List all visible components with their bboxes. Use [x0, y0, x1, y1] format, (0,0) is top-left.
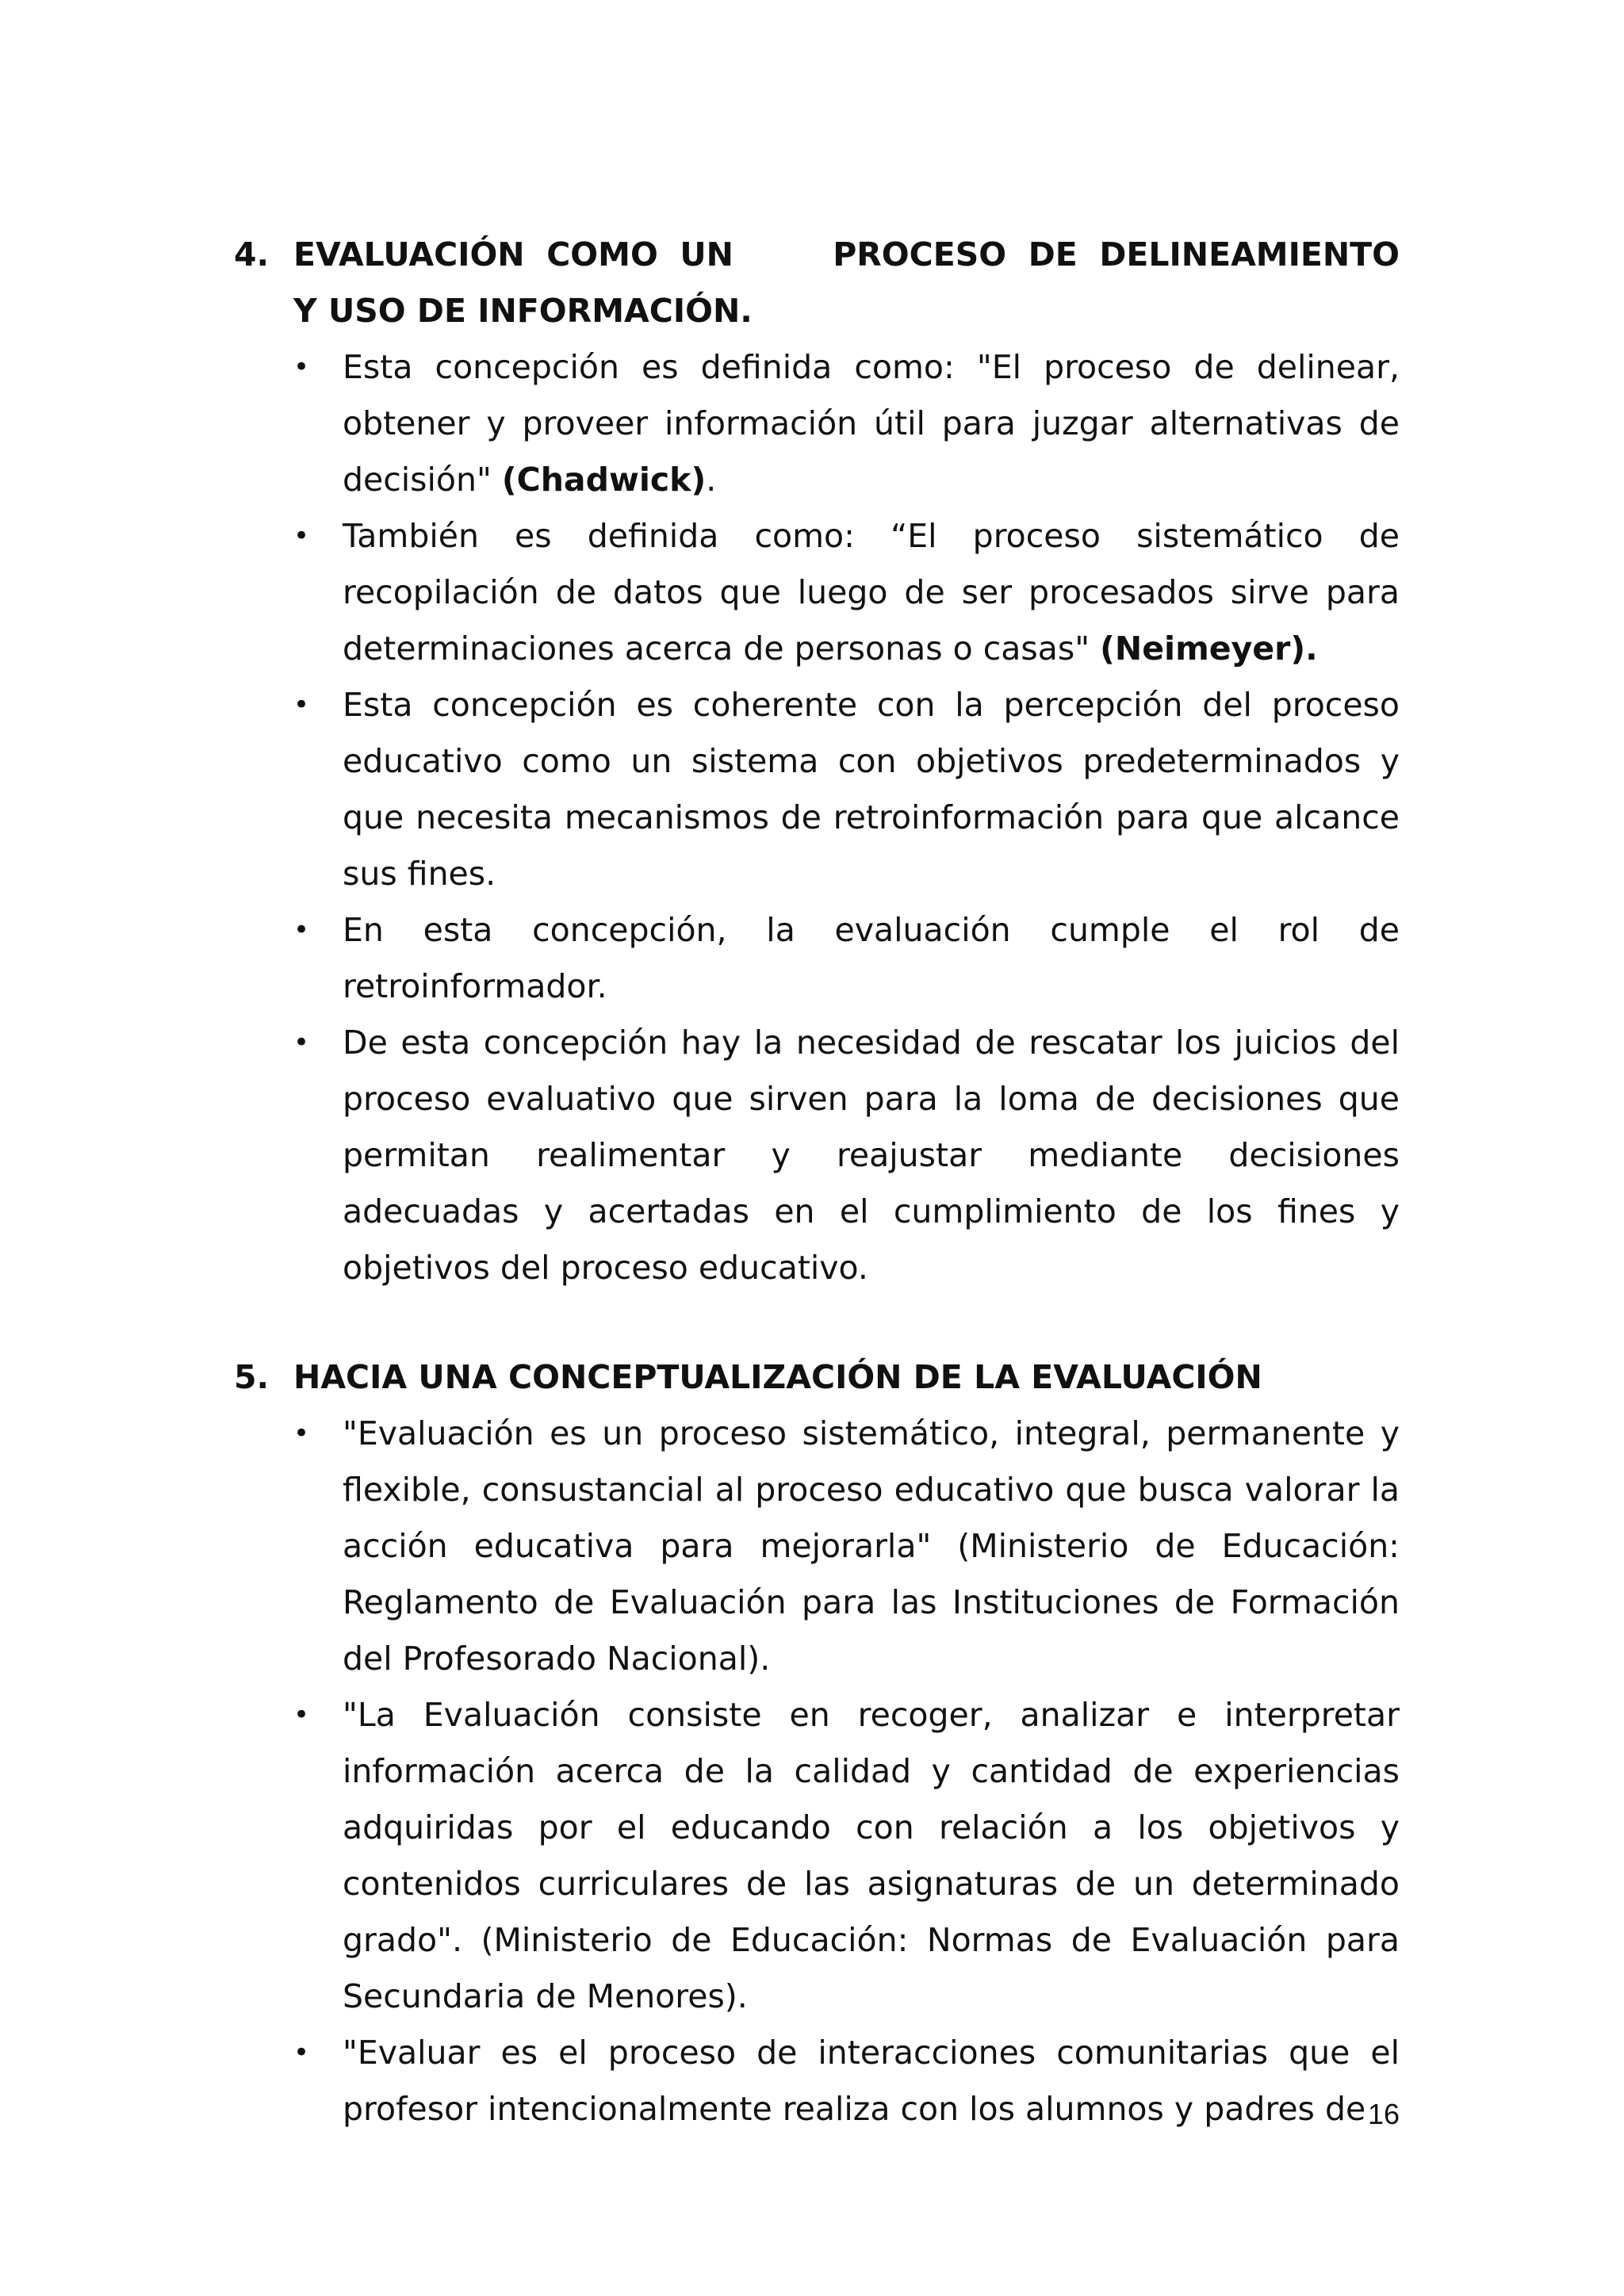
section-5 [234, 1349, 1400, 2137]
bullet-icon: • [293, 689, 310, 721]
list-item [234, 339, 1400, 508]
list-item-text: De esta concepción hay la necesidad de rescatar los juicios del proceso evaluativo que sirven para la loma de decisiones que permitan realimentar y reajustar mediante decisiones adecuadas y acertadas en el cumplimiento de los fines y objetivos del proceso educativo. [343, 1024, 1400, 1287]
section-5-bullet-list [234, 1406, 1400, 2137]
list-item [234, 902, 1400, 1015]
citation-bold: (Chadwick) [501, 461, 707, 499]
list-item-text: En esta concepción, la evaluación cumple el rol de retroinformador. [343, 911, 1400, 1005]
list-item [234, 677, 1400, 902]
section-4-bullet-list [234, 339, 1400, 1296]
list-item [234, 2025, 1400, 2137]
list-item-text: También es definida como: “El proceso sistemático de recopilación de datos que luego de ser procesados sirve para determinaciones acerca de personas o casas" [343, 517, 1400, 668]
bullet-icon: • [293, 1027, 310, 1058]
list-item [234, 508, 1400, 677]
list-item [234, 1687, 1400, 2025]
list-item-text: Esta concepción es definida como: "El proceso de delinear, obtener y proveer información útil para juzgar alternativas de decisión" [343, 348, 1400, 499]
list-item [234, 1406, 1400, 1687]
section-heading-line-2: Y USO DE INFORMACIÓN. [293, 292, 753, 330]
section-number: 5. [234, 1358, 270, 1396]
section-heading [234, 1349, 1400, 1406]
bullet-icon: • [293, 1418, 310, 1449]
list-item [234, 1015, 1400, 1296]
section-number: 4. [234, 235, 270, 274]
section-heading-line-1: EVALUACIÓN COMO UN PROCESO DE DELINEAMIENTO [293, 235, 1400, 274]
section-heading-text: HACIA UNA CONCEPTUALIZACIÓN DE LA EVALUACIÓN [293, 1358, 1262, 1396]
section-heading [234, 227, 1400, 339]
list-item-text: "Evaluar es el proceso de interacciones comunitarias que el profesor intencionalmente realiza con los alumnos y padres de [343, 2034, 1400, 2128]
list-item-text: "Evaluación es un proceso sistemático, integral, permanente y flexible, consustancial al proceso educativo que busca valorar la acción educativa para mejorarla" (Ministerio de Educación: Reglamento de Evaluación para las Instituciones de Formación del Profesorado Nacional). [343, 1414, 1400, 1678]
bullet-icon: • [293, 520, 310, 552]
page-number: 16 [1367, 2098, 1400, 2130]
bullet-icon: • [293, 914, 310, 946]
bullet-icon: • [293, 2037, 310, 2068]
list-item-text: "La Evaluación consiste en recoger, analizar e interpretar información acerca de la calidad y cantidad de experiencias adquiridas por el educando con relación a los objetivos y contenidos curriculares de las asignaturas de un determinado grado". (Ministerio de Educación: Normas de Evaluación para Secundaria de Menores). [343, 1696, 1400, 2015]
bullet-icon: • [293, 351, 310, 383]
section-4 [234, 227, 1400, 1296]
bullet-icon: • [293, 1699, 310, 1731]
list-item-text-end: . [706, 461, 717, 499]
citation-bold: (Neimeyer). [1100, 629, 1318, 668]
list-item-text: Esta concepción es coherente con la percepción del proceso educativo como un sistema con objetivos predeterminados y que necesita mecanismos de retroinformación para que alcance sus fines. [343, 686, 1400, 893]
